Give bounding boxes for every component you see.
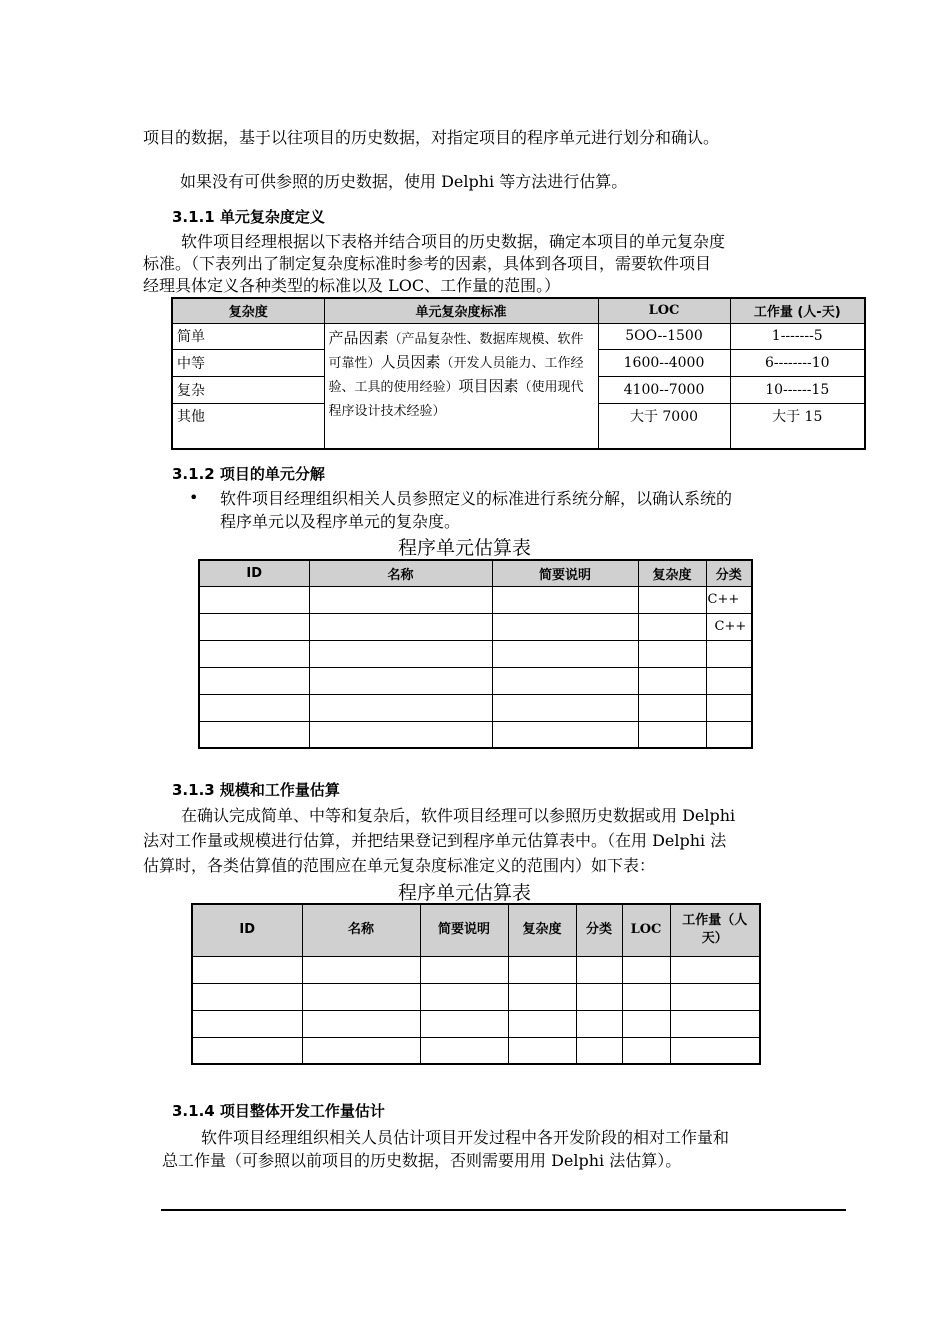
table-cell	[309, 721, 492, 748]
table-cell	[670, 1037, 760, 1064]
unit-estimation-table-1	[198, 559, 753, 749]
table-cell	[199, 586, 309, 613]
table-cell	[670, 983, 760, 1010]
table-cell	[576, 956, 622, 983]
loc-complex: 4100--7000	[598, 376, 730, 403]
table-caption-1: 程序单元估算表	[398, 537, 532, 559]
table-cell	[622, 956, 670, 983]
header-effort: 工作量 (人-天)	[730, 298, 865, 323]
table-cell	[492, 613, 638, 640]
table-cell	[706, 694, 752, 721]
header-complexity: 复杂度	[172, 298, 324, 323]
table-cell	[638, 586, 706, 613]
project-factor: 项目因素	[458, 376, 519, 395]
table-cell	[199, 694, 309, 721]
header-complexity: 复杂度	[638, 560, 706, 586]
table-cell	[420, 956, 508, 983]
footer-rule	[161, 1209, 846, 1211]
table-cell	[576, 1037, 622, 1064]
standard-description	[324, 323, 598, 449]
table-cell	[309, 694, 492, 721]
s313-line-3: 估算时，各类估算值的范围应在单元复杂度标准定义的范围内）如下表：	[143, 856, 656, 875]
header-id: ID	[199, 560, 309, 586]
table-cell	[508, 983, 576, 1010]
table-caption-2: 程序单元估算表	[398, 882, 532, 904]
table-cell	[420, 1037, 508, 1064]
table-cell	[192, 983, 302, 1010]
table-cell	[492, 694, 638, 721]
intro-line-2: 如果没有可供参照的历史数据，使用 Delphi 等方法进行估算。	[180, 172, 628, 191]
effort-other: 大于 15	[730, 403, 865, 449]
header-category: 分类	[706, 560, 752, 586]
table-cell	[706, 640, 752, 667]
table-cell	[508, 1010, 576, 1037]
section-heading-3-1-4: 3.1.4 项目整体开发工作量估计	[172, 1102, 385, 1120]
table-cell	[706, 667, 752, 694]
s311-line-2: 标准。（下表列出了制定复杂度标准时参考的因素，具体到各项目，需要软件项目	[143, 254, 712, 273]
personnel-factor-detail: （开发人员能力、工作经验、工具的使用经验）	[328, 355, 584, 395]
table-cell	[302, 983, 420, 1010]
header-name: 名称	[302, 904, 420, 956]
table-cell	[302, 1010, 420, 1037]
table-cell	[199, 667, 309, 694]
level-other: 其他	[172, 403, 324, 449]
header-name: 名称	[309, 560, 492, 586]
loc-other: 大于 7000	[598, 403, 730, 449]
table-cell	[576, 983, 622, 1010]
header-id: ID	[192, 904, 302, 956]
header-standard: 单元复杂度标准	[324, 298, 598, 323]
table-cell	[508, 1037, 576, 1064]
bullet-dot-icon: •	[189, 488, 199, 507]
table-cell	[309, 667, 492, 694]
table-cell	[706, 721, 752, 748]
effort-medium: 6--------10	[730, 349, 865, 376]
table-cell	[302, 956, 420, 983]
s312-bullet-line-2: 程序单元以及程序单元的复杂度。	[220, 512, 461, 531]
unit-estimation-table-2	[191, 903, 761, 1065]
table-cell	[638, 667, 706, 694]
header-category: 分类	[576, 904, 622, 956]
level-simple: 简单	[172, 323, 324, 349]
header-effort: 工作量（人天）	[670, 904, 760, 956]
loc-medium: 1600--4000	[598, 349, 730, 376]
table-cell	[309, 640, 492, 667]
table-cell	[622, 1037, 670, 1064]
table-cell	[420, 1010, 508, 1037]
table-cell	[622, 983, 670, 1010]
table-cell	[192, 1037, 302, 1064]
header-loc: LOC	[622, 904, 670, 956]
s312-bullet-line-1: 软件项目经理组织相关人员参照定义的标准进行系统分解，以确认系统的	[220, 489, 733, 508]
s311-line-1: 软件项目经理根据以下表格并结合项目的历史数据，确定本项目的单元复杂度	[181, 232, 726, 251]
level-complex: 复杂	[172, 376, 324, 403]
table-cell	[420, 983, 508, 1010]
table-cell	[670, 956, 760, 983]
table-cell	[302, 1037, 420, 1064]
effort-simple: 1-------5	[730, 323, 865, 349]
category-cell: C++	[706, 613, 752, 640]
section-heading-3-1-2: 3.1.2 项目的单元分解	[172, 465, 325, 483]
s314-line-1: 软件项目经理组织相关人员估计项目开发过程中各开发阶段的相对工作量和	[201, 1128, 730, 1147]
table-cell	[670, 1010, 760, 1037]
table-cell	[622, 1010, 670, 1037]
product-factor: 产品因素	[328, 328, 389, 347]
complexity-standard-table	[171, 297, 866, 450]
s313-line-1: 在确认完成简单、中等和复杂后，软件项目经理可以参照历史数据或用 Delphi	[181, 806, 736, 825]
intro-line-1: 项目的数据，基于以往项目的历史数据，对指定项目的程序单元进行划分和确认。	[143, 128, 720, 147]
table-cell	[638, 613, 706, 640]
table-cell	[638, 694, 706, 721]
table-cell	[638, 640, 706, 667]
table-cell	[192, 956, 302, 983]
table-cell	[492, 586, 638, 613]
project-factor-detail: （使用现代程序设计技术经验）	[328, 379, 584, 419]
section-heading-3-1-1: 3.1.1 单元复杂度定义	[172, 208, 325, 226]
table-cell	[309, 586, 492, 613]
table-cell	[309, 613, 492, 640]
header-summary: 简要说明	[492, 560, 638, 586]
table-cell	[638, 721, 706, 748]
section-heading-3-1-3: 3.1.3 规模和工作量估算	[172, 781, 340, 799]
header-complexity: 复杂度	[508, 904, 576, 956]
product-factor-detail: （产品复杂性、数据库规模、软件可靠性）	[328, 331, 584, 371]
table-cell	[492, 721, 638, 748]
table-cell	[492, 667, 638, 694]
s314-line-2: 总工作量（可参照以前项目的历史数据，否则需要用用 Delphi 法估算）。	[162, 1151, 682, 1170]
category-cell: C++	[706, 586, 752, 613]
s313-line-2: 法对工作量或规模进行估算，并把结果登记到程序单元估算表中。（在用 Delphi 法	[143, 831, 727, 850]
header-loc: LOC	[598, 298, 730, 323]
s311-line-3: 经理具体定义各种类型的标准以及 LOC、工作量的范围。）	[143, 276, 561, 295]
table-cell	[492, 640, 638, 667]
personnel-factor: 人员因素	[380, 352, 441, 371]
table-cell	[199, 721, 309, 748]
table-cell	[508, 956, 576, 983]
loc-simple: 5OO--1500	[598, 323, 730, 349]
effort-complex: 10------15	[730, 376, 865, 403]
table-cell	[576, 1010, 622, 1037]
table-cell	[192, 1010, 302, 1037]
level-medium: 中等	[172, 349, 324, 376]
table-cell	[199, 613, 309, 640]
table-cell	[199, 640, 309, 667]
header-summary: 简要说明	[420, 904, 508, 956]
